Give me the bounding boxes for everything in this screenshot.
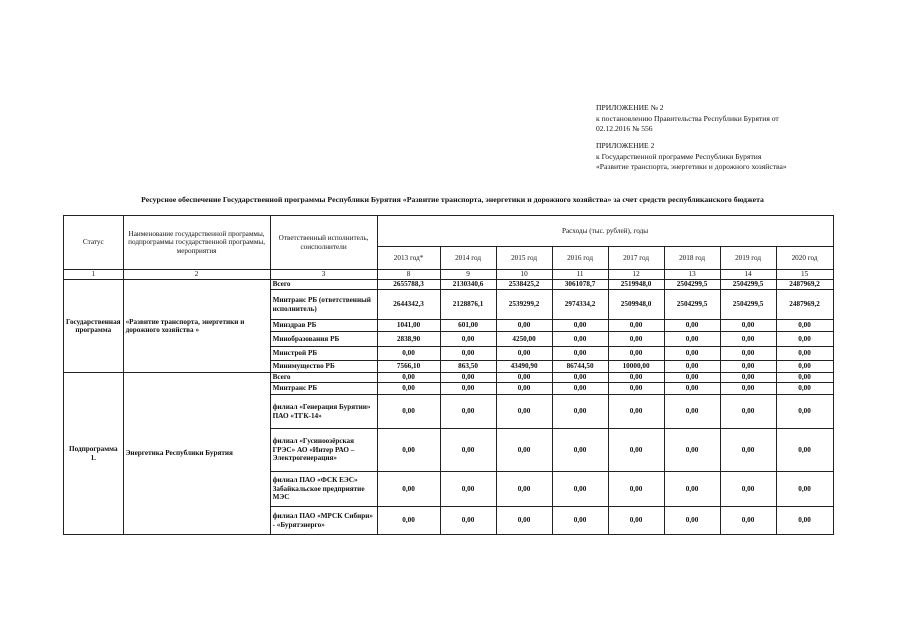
- amount-cell: 1041,00: [377, 320, 440, 332]
- table-row: [64, 280, 834, 290]
- amount-cell: 0,00: [720, 383, 776, 395]
- header-expenses: Расходы (тыс. рублей), годы: [377, 216, 833, 247]
- amount-cell: 0,00: [608, 429, 664, 472]
- column-number: 3: [270, 270, 377, 280]
- amount-cell: 0,00: [377, 429, 440, 472]
- amount-cell: 0,00: [664, 361, 720, 373]
- amount-cell: 0,00: [552, 347, 608, 361]
- year-cell: 2016 год: [552, 247, 608, 270]
- amount-cell: 0,00: [496, 383, 552, 395]
- amount-cell: 0,00: [440, 373, 496, 383]
- amount-cell: 0,00: [664, 395, 720, 429]
- executor-cell: филиал ПАО «МРСК Сибири» - «Бурятэнерго»: [270, 507, 377, 535]
- amount-cell: 10000,00: [608, 361, 664, 373]
- amount-cell: 0,00: [776, 320, 833, 332]
- amount-cell: 0,00: [377, 472, 440, 507]
- amount-cell: 0,00: [776, 472, 833, 507]
- program-name-cell: Энергетика Республики Бурятия: [123, 373, 270, 535]
- appendix-line: «Развитие транспорта, энергетики и дорожного хозяйства»: [596, 162, 787, 171]
- amount-cell: 0,00: [608, 320, 664, 332]
- year-cell: 2015 год: [496, 247, 552, 270]
- year-cell: 2018 год: [664, 247, 720, 270]
- column-number: 2: [123, 270, 270, 280]
- amount-cell: 4250,00: [496, 332, 552, 347]
- amount-cell: 2487969,2: [776, 290, 833, 320]
- amount-cell: 0,00: [496, 395, 552, 429]
- amount-cell: 0,00: [552, 383, 608, 395]
- amount-cell: 2128876,1: [440, 290, 496, 320]
- amount-cell: 0,00: [552, 373, 608, 383]
- column-number: 12: [608, 270, 664, 280]
- status-cell: Государственная программа: [64, 280, 124, 373]
- column-number: 9: [440, 270, 496, 280]
- column-number: 14: [720, 270, 776, 280]
- year-cell: 2014 год: [440, 247, 496, 270]
- amount-cell: 0,00: [377, 347, 440, 361]
- amount-cell: 0,00: [440, 347, 496, 361]
- amount-cell: 3061078,7: [552, 280, 608, 290]
- executor-cell: Минтранс РБ: [270, 383, 377, 395]
- amount-cell: 2504299,5: [664, 280, 720, 290]
- column-number: 11: [552, 270, 608, 280]
- amount-cell: 2504299,5: [664, 290, 720, 320]
- appendix-line: 02.12.2016 № 556: [596, 124, 653, 133]
- year-cell: 2019 год: [720, 247, 776, 270]
- amount-cell: 0,00: [440, 383, 496, 395]
- column-number: 13: [664, 270, 720, 280]
- amount-cell: 0,00: [720, 472, 776, 507]
- amount-cell: 0,00: [720, 332, 776, 347]
- amount-cell: 0,00: [776, 373, 833, 383]
- header-executor: Ответственный исполнитель, соисполнители: [270, 216, 377, 270]
- executor-cell: Всего: [270, 373, 377, 383]
- amount-cell: 0,00: [377, 507, 440, 535]
- amount-cell: 0,00: [776, 507, 833, 535]
- year-cell: 2020 год: [776, 247, 833, 270]
- appendix-label: ПРИЛОЖЕНИЕ 2: [596, 141, 655, 150]
- amount-cell: 0,00: [664, 383, 720, 395]
- amount-cell: 0,00: [552, 507, 608, 535]
- executor-cell: Минздрав РБ: [270, 320, 377, 332]
- resource-table: [63, 215, 834, 535]
- amount-cell: 0,00: [496, 507, 552, 535]
- amount-cell: 0,00: [552, 429, 608, 472]
- executor-cell: Минимущество РБ: [270, 361, 377, 373]
- amount-cell: 0,00: [440, 472, 496, 507]
- status-cell: Подпрограмма 1.: [64, 373, 124, 535]
- year-cell: 2017 год: [608, 247, 664, 270]
- amount-cell: 86744,50: [552, 361, 608, 373]
- amount-cell: 2538425,2: [496, 280, 552, 290]
- amount-cell: 2655788,3: [377, 280, 440, 290]
- amount-cell: 0,00: [552, 395, 608, 429]
- amount-cell: 0,00: [496, 429, 552, 472]
- amount-cell: 0,00: [377, 373, 440, 383]
- executor-cell: филиал ПАО «ФСК ЕЭС» Забайкальское предприятие МЭС: [270, 472, 377, 507]
- executor-cell: филиал «Гусиноозёрская ГРЭС» АО «Интер РАО – Электрогенерация»: [270, 429, 377, 472]
- amount-cell: 0,00: [440, 332, 496, 347]
- amount-cell: 0,00: [720, 429, 776, 472]
- amount-cell: 0,00: [608, 472, 664, 507]
- amount-cell: 0,00: [440, 507, 496, 535]
- amount-cell: 0,00: [664, 373, 720, 383]
- amount-cell: 0,00: [377, 395, 440, 429]
- amount-cell: 43490,90: [496, 361, 552, 373]
- appendix-line: к постановлению Правительства Республики Бурятия от: [596, 113, 779, 123]
- amount-cell: 0,00: [776, 429, 833, 472]
- column-number-row: [64, 270, 834, 280]
- appendix-line: к Государственной программе Республики Бурятия: [596, 151, 762, 161]
- amount-cell: 0,00: [776, 332, 833, 347]
- amount-cell: 0,00: [608, 507, 664, 535]
- amount-cell: 2519948,0: [608, 280, 664, 290]
- amount-cell: 2838,90: [377, 332, 440, 347]
- column-number: 15: [776, 270, 833, 280]
- column-number: 8: [377, 270, 440, 280]
- amount-cell: 0,00: [608, 347, 664, 361]
- amount-cell: 2487969,2: [776, 280, 833, 290]
- amount-cell: 0,00: [608, 332, 664, 347]
- amount-cell: 2509948,0: [608, 290, 664, 320]
- amount-cell: 0,00: [720, 320, 776, 332]
- amount-cell: 2974334,2: [552, 290, 608, 320]
- amount-cell: 0,00: [608, 383, 664, 395]
- year-cell: 2013 год*: [377, 247, 440, 270]
- amount-cell: 0,00: [552, 320, 608, 332]
- amount-cell: 0,00: [496, 373, 552, 383]
- amount-cell: 0,00: [664, 507, 720, 535]
- appendix-label: ПРИЛОЖЕНИЕ № 2: [596, 103, 664, 112]
- executor-cell: филиал «Генерация Бурятии» ПАО «ТГК-14»: [270, 395, 377, 429]
- amount-cell: 7566,10: [377, 361, 440, 373]
- amount-cell: 0,00: [608, 395, 664, 429]
- amount-cell: 2504299,5: [720, 280, 776, 290]
- appendix-block-1: [596, 103, 779, 135]
- header-status: Статус: [64, 216, 124, 270]
- amount-cell: 0,00: [496, 320, 552, 332]
- header-name: Наименование государственной программы, подпрограммы государственной программы, мероприятия: [123, 216, 270, 270]
- amount-cell: 0,00: [664, 472, 720, 507]
- amount-cell: 2504299,5: [720, 290, 776, 320]
- amount-cell: 0,00: [440, 395, 496, 429]
- amount-cell: 0,00: [664, 429, 720, 472]
- amount-cell: 0,00: [720, 395, 776, 429]
- executor-cell: Минтранс РБ (ответственный исполнитель): [270, 290, 377, 320]
- column-number: 10: [496, 270, 552, 280]
- amount-cell: 0,00: [720, 347, 776, 361]
- header-row: [64, 216, 834, 247]
- amount-cell: 0,00: [720, 507, 776, 535]
- executor-cell: Всего: [270, 280, 377, 290]
- amount-cell: 0,00: [776, 395, 833, 429]
- amount-cell: 2539299,2: [496, 290, 552, 320]
- amount-cell: 0,00: [608, 373, 664, 383]
- program-name-cell: «Развитие транспорта, энергетики и дорожного хозяйства »: [123, 280, 270, 373]
- amount-cell: 0,00: [776, 347, 833, 361]
- appendix-block-2: [596, 141, 787, 173]
- amount-cell: 0,00: [496, 472, 552, 507]
- executor-cell: Минстрой РБ: [270, 347, 377, 361]
- document-title: Ресурсное обеспечение Государственной программы Республики Бурятия «Развитие транспорта, энергетики и дорожного хозяйства» за счет средств республиканского бюджета: [141, 195, 764, 204]
- amount-cell: 0,00: [720, 361, 776, 373]
- table-row: [64, 373, 834, 383]
- amount-cell: 0,00: [776, 383, 833, 395]
- amount-cell: 2130340,6: [440, 280, 496, 290]
- column-number: 1: [64, 270, 124, 280]
- executor-cell: Минобразования РБ: [270, 332, 377, 347]
- amount-cell: 2644342,3: [377, 290, 440, 320]
- amount-cell: 0,00: [664, 347, 720, 361]
- amount-cell: 0,00: [664, 332, 720, 347]
- amount-cell: 0,00: [552, 472, 608, 507]
- amount-cell: 0,00: [552, 332, 608, 347]
- amount-cell: 0,00: [440, 429, 496, 472]
- amount-cell: 0,00: [664, 320, 720, 332]
- amount-cell: 0,00: [720, 373, 776, 383]
- amount-cell: 0,00: [377, 383, 440, 395]
- amount-cell: 0,00: [496, 347, 552, 361]
- amount-cell: 863,50: [440, 361, 496, 373]
- amount-cell: 601,00: [440, 320, 496, 332]
- amount-cell: 0,00: [776, 361, 833, 373]
